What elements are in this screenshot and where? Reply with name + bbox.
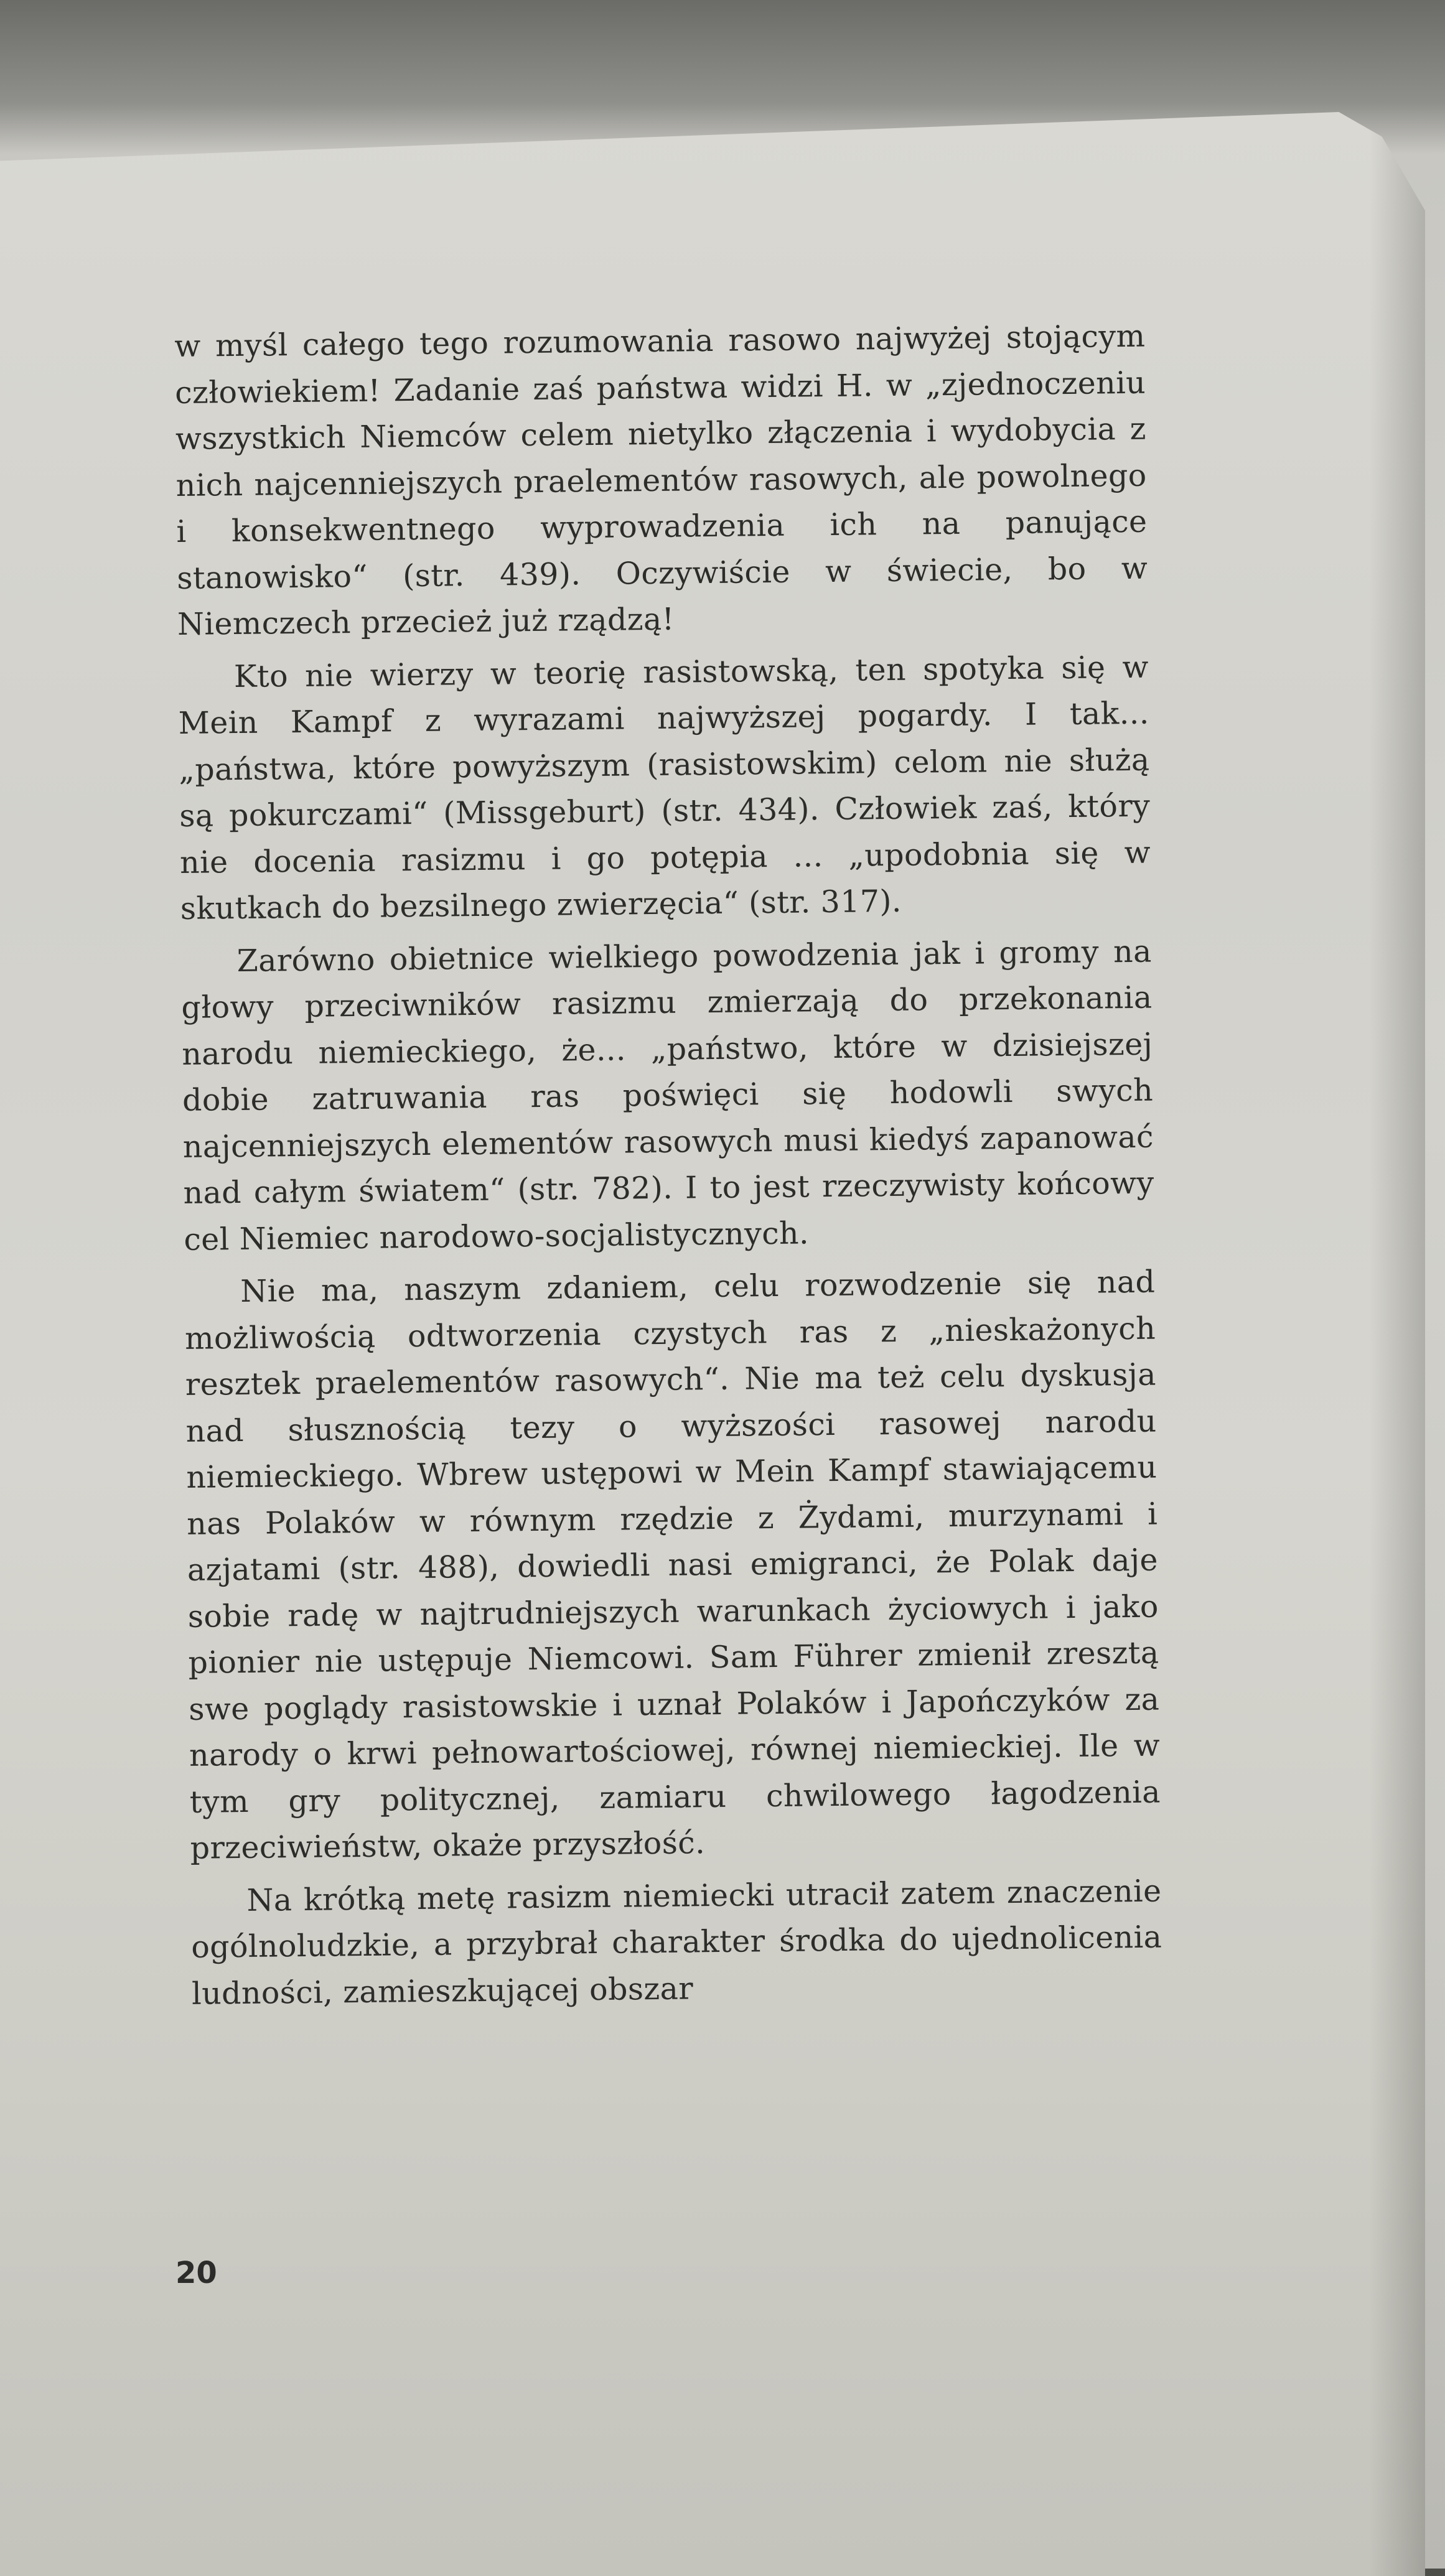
paragraph-3: Zarówno obietnice wielkiego powodzenia jak i gromy na głowy przeciwników rasizmu zmierzają do przekonania narodu niemieckiego, że... „państwo, które w dzisiejszej dobie zatruwania ras poświęci się hodowli swych najcenniejszych elementów rasowych musi kiedyś zapanować nad całym światem“ (str. 782). I to jest rzeczywisty końcowy cel Niemiec narodowo-socjalistycznych. bbox=[181, 933, 1154, 1258]
page-text bbox=[174, 314, 1162, 2017]
paragraph-5: Na krótką metę rasizm niemiecki utracił zatem znaczenie ogólnoludzkie, a przybrał charakter środka do ujednolicenia ludności, zamieszkującej obszar bbox=[191, 1873, 1162, 2012]
paragraph-1: w myśl całego tego rozumowania rasowo najwyżej stojącym człowiekiem! Zadanie zaś państwa widzi H. w „zjednoczeniu wszystkich Niemców celem nietylko złączenia i wydobycia z nich najcenniejszych praelementów rasowych, ale powolnego i konsekwentnego wyprowadzenia ich na panujące stanowisko“ (str. 439). Oczywiście w świecie, bo w Niemczech przecież już rządzą! bbox=[174, 318, 1148, 642]
page-number: 20 bbox=[175, 2256, 217, 2290]
paragraph-2: Kto nie wierzy w teorię rasistowską, ten spotyka się w Mein Kampf z wyrazami najwyższej pogardy. I tak... „państwa, które powyższym (rasistowskim) celom nie służą są pokurczami“ (Missgeburt) (str. 434). Człowiek zaś, który nie docenia rasizmu i go potępia ... „upodobnia się w skutkach do bezsilnego zwierzęcia“ (str. 317). bbox=[178, 649, 1151, 926]
page-edge-shadow bbox=[1369, 112, 1425, 2576]
paragraph-4: Nie ma, naszym zdaniem, celu rozwodzenie się nad możliwością odtworzenia czystych ras z „nieskażonych resztek praelementów rasowych“. Nie ma też celu dyskusja nad słusznością tezy o wyższości rasowej narodu niemieckiego. Wbrew ustępowi w Mein Kampf stawiającemu nas Polaków w równym rzędzie z Żydami, murzynami i azjatami (str. 488), dowiedli nasi emigranci, że Polak daje sobie radę w najtrudniejszych warunkach życiowych i jako pionier nie ustępuje Niemcowi. Sam Führer zmienił zresztą swe poglądy rasistowskie i uznał Polaków i Japończyków za narody o krwi pełnowartościowej, równej niemieckiej. Ile w tym gry politycznej, zamiaru chwilowego łagodzenia przeciwieństw, okaże przyszłość. bbox=[184, 1264, 1161, 1866]
